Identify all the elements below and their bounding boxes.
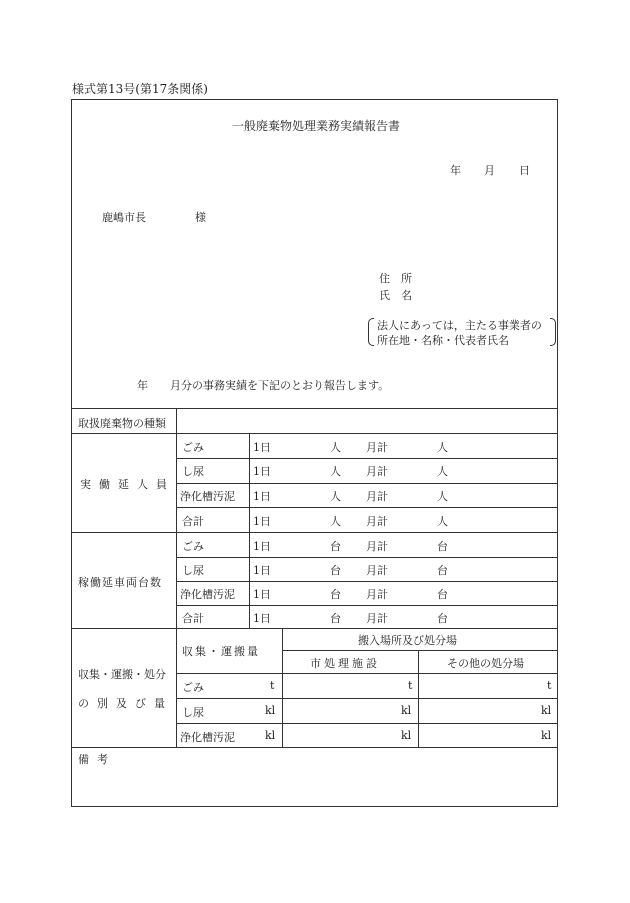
day-cell: 1日 bbox=[253, 465, 271, 478]
city-unit: kl bbox=[401, 704, 412, 717]
workers-type-total: 合計 bbox=[182, 515, 204, 528]
rule bbox=[176, 458, 558, 459]
report-sentence: 月分の事務実績を下記のとおり報告します。 bbox=[170, 379, 390, 392]
amounts-type-septic: 浄化槽汚泥 bbox=[180, 731, 235, 744]
report-year: 年 bbox=[137, 379, 148, 392]
day-cell: 1日 bbox=[253, 540, 271, 553]
rule bbox=[282, 628, 283, 747]
workers-type-nightsoil: し尿 bbox=[182, 465, 204, 478]
date-day: 日 bbox=[519, 164, 530, 177]
rule bbox=[418, 650, 419, 747]
rule bbox=[176, 581, 558, 582]
monthly-total-unit: 人 bbox=[437, 515, 448, 528]
other-site-header: その他の処分場 bbox=[447, 657, 524, 670]
amounts-type-nightsoil: し尿 bbox=[182, 706, 204, 719]
monthly-total-unit: 台 bbox=[437, 564, 448, 577]
rule bbox=[249, 433, 250, 628]
collection-unit: kl bbox=[265, 704, 276, 717]
note-bracket-right bbox=[550, 318, 556, 346]
address-label: 住 所 bbox=[379, 272, 412, 285]
day-unit: 台 bbox=[330, 564, 341, 577]
rule bbox=[176, 605, 558, 606]
city-facility-header: 市処理施設 bbox=[310, 657, 380, 670]
addressee-name: 鹿嶋市長 bbox=[102, 211, 146, 224]
rule bbox=[176, 673, 558, 674]
vehicles-type-septic: 浄化槽汚泥 bbox=[180, 588, 235, 601]
monthly-total-unit: 台 bbox=[437, 588, 448, 601]
monthly-total-unit: 台 bbox=[437, 540, 448, 553]
note-bracket-left bbox=[368, 318, 374, 346]
destination-header: 搬入場所及び処分場 bbox=[358, 634, 457, 647]
amounts-label-line1: 収集・運搬・処分 bbox=[78, 668, 166, 681]
monthly-total-label: 月計 bbox=[366, 465, 388, 478]
day-unit: 人 bbox=[330, 465, 341, 478]
city-unit: t bbox=[408, 679, 413, 692]
date-month: 月 bbox=[484, 164, 495, 177]
monthly-total-unit: 人 bbox=[437, 465, 448, 478]
waste-type-label: 取扱廃棄物の種類 bbox=[78, 417, 166, 430]
day-cell: 1日 bbox=[253, 564, 271, 577]
monthly-total-unit: 台 bbox=[437, 612, 448, 625]
amounts-label-line2: の別及び量 bbox=[78, 697, 173, 710]
corporate-note-line1: 法人にあっては，主たる事業者の bbox=[377, 319, 542, 332]
monthly-total-unit: 人 bbox=[437, 441, 448, 454]
day-cell: 1日 bbox=[253, 441, 271, 454]
monthly-total-label: 月計 bbox=[366, 515, 388, 528]
monthly-total-label: 月計 bbox=[366, 441, 388, 454]
form-number: 様式第13号(第17条関係) bbox=[72, 82, 208, 96]
day-cell: 1日 bbox=[253, 588, 271, 601]
other-unit: t bbox=[547, 679, 552, 692]
city-unit: kl bbox=[401, 729, 412, 742]
rule bbox=[176, 723, 558, 724]
monthly-total-label: 月計 bbox=[366, 588, 388, 601]
monthly-total-unit: 人 bbox=[437, 490, 448, 503]
rule bbox=[176, 557, 558, 558]
rule bbox=[71, 747, 558, 748]
name-label: 氏 名 bbox=[379, 289, 412, 302]
rule bbox=[71, 532, 558, 533]
rule bbox=[176, 483, 558, 484]
rule bbox=[176, 507, 558, 508]
rule bbox=[282, 650, 558, 651]
workers-type-septic: 浄化槽汚泥 bbox=[180, 490, 235, 503]
rule bbox=[176, 408, 177, 747]
remarks-label: 備考 bbox=[78, 753, 116, 766]
rule bbox=[71, 433, 558, 434]
monthly-total-label: 月計 bbox=[366, 490, 388, 503]
date-year: 年 bbox=[450, 164, 461, 177]
monthly-total-label: 月計 bbox=[366, 540, 388, 553]
day-unit: 人 bbox=[330, 441, 341, 454]
workers-label: 実働延人員 bbox=[80, 478, 175, 491]
workers-type-garbage: ごみ bbox=[182, 441, 204, 454]
day-cell: 1日 bbox=[253, 515, 271, 528]
vehicles-type-total: 合計 bbox=[182, 612, 204, 625]
day-cell: 1日 bbox=[253, 612, 271, 625]
day-unit: 人 bbox=[330, 490, 341, 503]
day-unit: 台 bbox=[330, 540, 341, 553]
vehicles-type-garbage: ごみ bbox=[182, 540, 204, 553]
vehicles-type-nightsoil: し尿 bbox=[182, 564, 204, 577]
day-unit: 人 bbox=[330, 515, 341, 528]
table-top-rule bbox=[71, 408, 558, 409]
rule bbox=[71, 628, 558, 629]
day-unit: 台 bbox=[330, 588, 341, 601]
rule bbox=[176, 698, 558, 699]
collection-header: 収集・運搬量 bbox=[182, 645, 260, 658]
addressee-honorific: 様 bbox=[195, 211, 206, 224]
collection-unit: t bbox=[270, 679, 275, 692]
document-title: 一般廃棄物処理業務実績報告書 bbox=[232, 119, 401, 133]
corporate-note-line2: 所在地・名称・代表者氏名 bbox=[377, 334, 509, 347]
day-unit: 台 bbox=[330, 612, 341, 625]
vehicles-label: 稼働延車両台数 bbox=[78, 576, 162, 589]
monthly-total-label: 月計 bbox=[366, 564, 388, 577]
other-unit: kl bbox=[541, 729, 552, 742]
other-unit: kl bbox=[541, 704, 552, 717]
day-cell: 1日 bbox=[253, 490, 271, 503]
monthly-total-label: 月計 bbox=[366, 612, 388, 625]
collection-unit: kl bbox=[265, 729, 276, 742]
amounts-type-garbage: ごみ bbox=[182, 681, 204, 694]
